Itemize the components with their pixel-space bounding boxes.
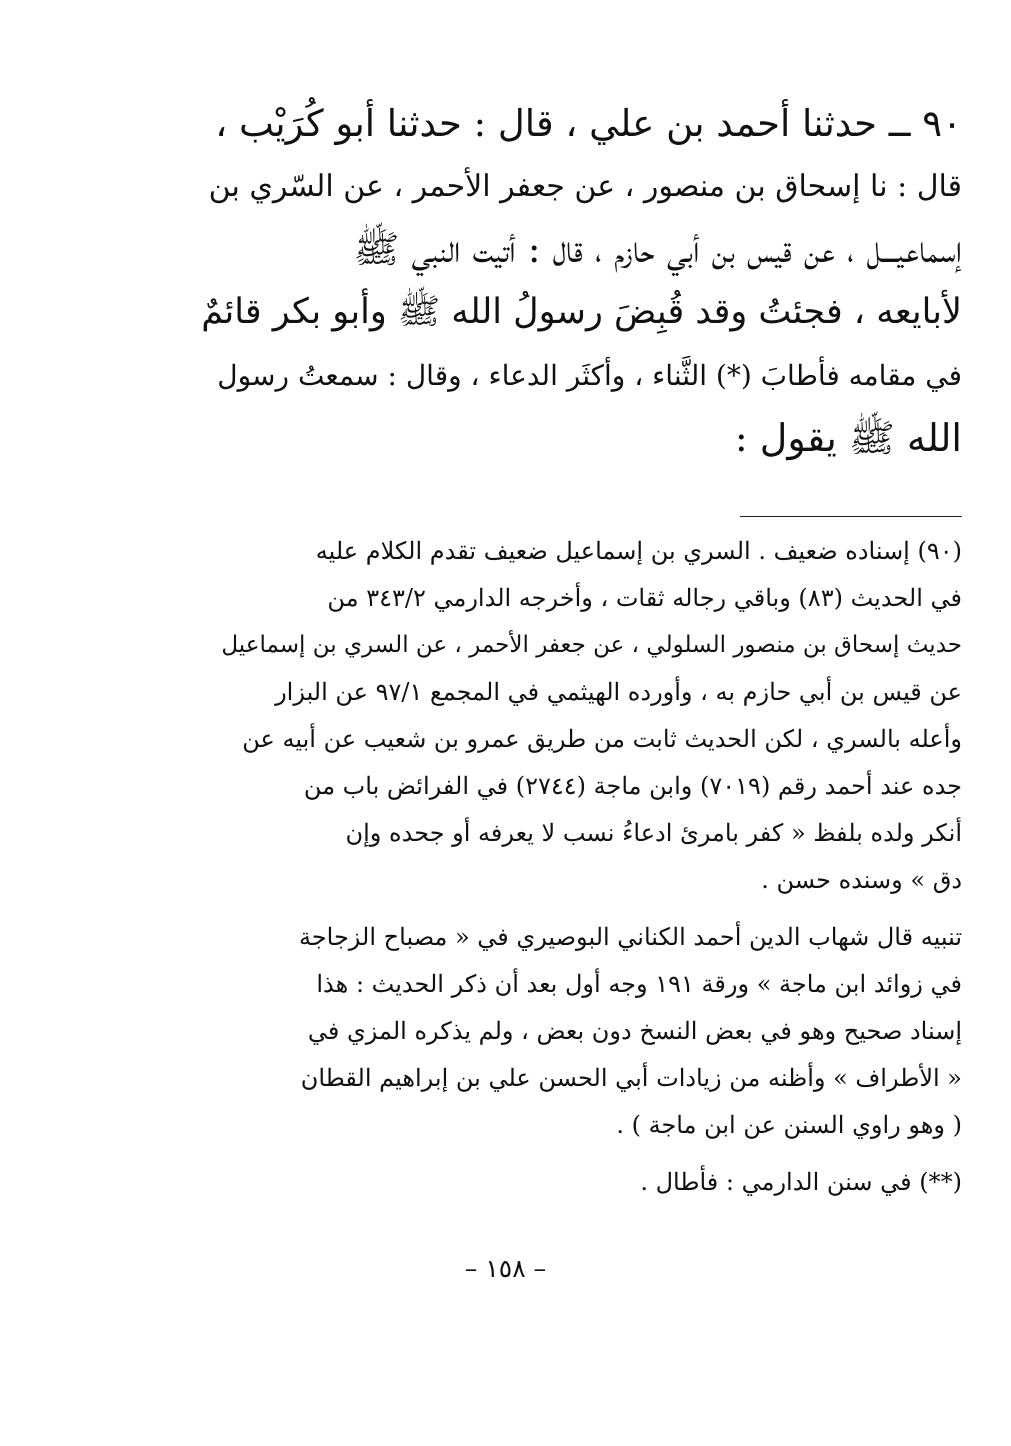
hadith-line: الله ﷺ يقول : — [734, 416, 962, 460]
hadith-line: في مقامه فأطابَ (*) الثَّناء ، وأكثَر الدعاء ، وقال : سمعتُ رسول — [217, 359, 962, 392]
footnote-line: في الحديث (٨٣) وباقي رجاله ثقات ، وأخرجه الدارمي ٣٤٣/٢ من — [327, 584, 962, 612]
footnotes — [210, 528, 962, 1206]
footnote-line: في زوائد ابن ماجة » ورقة ١٩١ وجه أول بعد أن ذكر الحديث : هذا — [316, 970, 962, 998]
footnote-line: جده عند أحمد رقم (٧٠١٩) وابن ماجة (٢٧٤٤) في الفرائض باب من — [303, 772, 962, 800]
footnote-line: تنبيه قال شهاب الدين أحمد الكناني البوصيري في « مصباح الزجاجة — [298, 923, 962, 951]
hadith-line: إسماعيـــل ، عن قيس بن أبي حازم ، قال : أتيت النبي ﷺ — [353, 227, 962, 271]
hadith-line: لأبايعه ، فجئتُ وقد قُبِضَ رسولُ الله ﷺ وأبو بكر قائمٌ — [201, 292, 962, 332]
hadith-line: ٩٠ ــ حدثنا أحمد بن علي ، قال : حدثنا أبو كُرَيْب ، — [215, 102, 962, 145]
footnote-tanbih — [210, 914, 962, 1149]
footnote-separator — [740, 516, 962, 517]
footnote-line: (**) في سنن الدارمي : فأطال . — [640, 1168, 962, 1196]
page-number: – ١٥٨ – — [464, 1254, 547, 1283]
footnote-line: وأعله بالسري ، لكن الحديث ثابت من طريق عمرو بن شعيب عن أبيه عن — [242, 725, 962, 753]
footnote-line: ( وهو راوي السنن عن ابن ماجة ) . — [616, 1111, 962, 1139]
footnote-line: إسناد صحيح وهو في بعض النسخ دون بعض ، ولم يذكره المزي في — [307, 1017, 962, 1045]
footnote-takhrij — [210, 528, 962, 904]
footnote-line: « الأطراف » وأظنه من زيادات أبي الحسن علي بن إبراهيم القطان — [300, 1064, 962, 1092]
hadith-line: قال : نا إسحاق بن منصور ، عن جعفر الأحمر ، عن السّري بن — [208, 169, 962, 204]
footnote-variant — [210, 1159, 962, 1206]
footnote-line: (٩٠) إسناده ضعيف . السري بن إسماعيل ضعيف تقدم الكلام عليه — [315, 537, 962, 565]
footnote-line: حديث إسحاق بن منصور السلولي ، عن جعفر الأحمر ، عن السري بن إسماعيل — [221, 632, 962, 658]
footnote-line: أنكر ولده بلفظ « كفر بامرئ ادعاءُ نسب لا يعرفه أو جحده وإن — [345, 819, 962, 847]
hadith-text — [200, 92, 962, 470]
footnote-line: عن قيس بن أبي حازم به ، وأورده الهيثمي في المجمع ٩٧/١ عن البزار — [275, 678, 962, 706]
footnote-line: دق » وسنده حسن . — [761, 866, 962, 894]
